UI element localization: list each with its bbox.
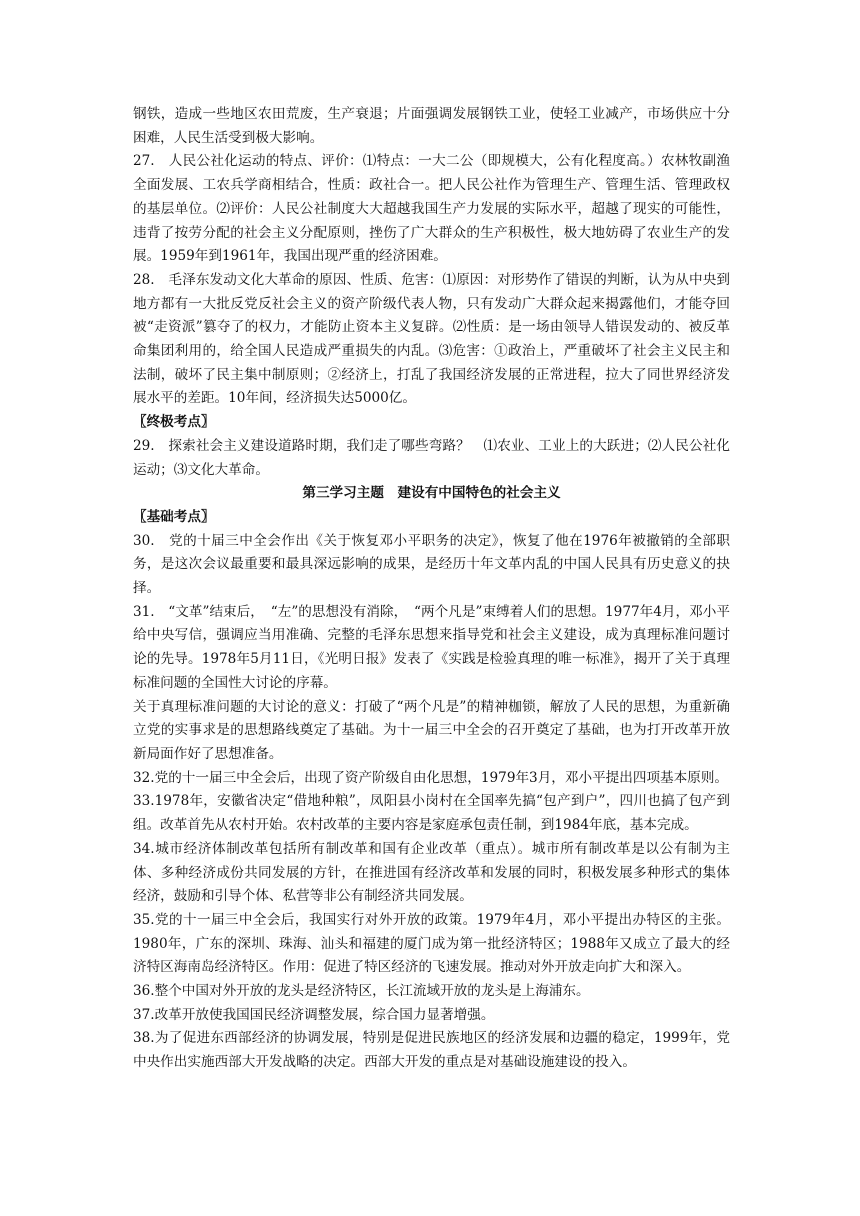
paragraph-31-significance: 关于真理标准问题的大讨论的意义：打破了“两个凡是”的精神枷锁，解放了人民的思想，为重新确立党的实事求是的思想路线奠定了基础。为十一届三中全会的召开奠定了基础，也为打开改革开放新局面作好了思想准备。: [133, 698, 730, 762]
paragraph-steel-continuation: 钢铁，造成一些地区农田荒废，生产衰退；片面强调发展钢铁工业，使轻工业减产，市场供应十分困难，人民生活受到极大影响。: [133, 106, 730, 146]
paragraph-34-urban-reform: 34.城市经济体制改革包括所有制改革和国有企业改革（重点）。城市所有制改革是以公有制为主体、多种经济成份共同发展的方针，在推进国有经济改革和发展的同时，积极发展多种形式的集体经济，鼓励和引导个体、私营等非公有制经济共同发展。: [133, 840, 730, 905]
paragraph-27-peoples-commune: 27. 人民公社化运动的特点、评价：⑴特点：一大二公（即规模大，公有化程度高。）农林牧副渔全面发展、工农兵学商相结合，性质：政社合一。把人民公社作为管理生产、管理生活、管理政权的基层单位。⑵评价：人民公社制度大大超越我国生产力发展的实际水平，超越了现实的可能性，违背了按劳分配的社会主义分配原则，挫伤了广大群众的生产积极性，极大地妨碍了农业生产的发展。1959年到1961年，我国出现严重的经济困难。: [133, 153, 730, 265]
paragraph-28-cultural-revolution: 28. 毛泽东发动文化大革命的原因、性质、危害：⑴原因：对形势作了错误的判断，认为从中央到地方都有一大批反党反社会主义的资产阶级代表人物，只有发动广大群众起来揭露他们，才能夺回被“走资派”篡夺了的权力，才能防止资本主义复辟。⑵性质：是一场由领导人错误发动的、被反革命集团利用的，给全国人民造成严重损失的内乱。⑶危害：①政治上，严重破坏了社会主义民主和法制，破坏了民主集中制原则；②经济上，打乱了我国经济发展的正常进程，拉大了同世界经济发展水平的差距。10年间，经济损失达5000亿。: [133, 271, 730, 407]
paragraph-37-national-strength: 37.改革开放使我国国民经济调整发展，综合国力显著增强。: [133, 1006, 495, 1023]
paragraph-35-special-zones: 35.党的十一届三中全会后，我国实行对外开放的政策。1979年4月，邓小平提出办特区的主张。1980年，广东的深圳、珠海、汕头和福建的厦门成为第一批经济特区；1988年又成立了最大的经济特区海南岛经济特区。作用：促进了特区经济的飞速发展。推动对外开放走向扩大和深入。: [133, 911, 730, 976]
paragraph-36-opening-leaders: 36.整个中国对外开放的龙头是经济特区，长江流域开放的龙头是上海浦东。: [133, 983, 590, 1000]
document-page: [133, 103, 730, 1075]
paragraph-32-four-principles: 32.党的十一届三中全会后，出现了资产阶级自由化思想，1979年3月，邓小平提出四项基本原则。: [133, 769, 729, 786]
paragraph-29-detours: 29. 探索社会主义建设道路时期，我们走了哪些弯路？ ⑴农业、工业上的大跃进；⑵人民公社化运动；⑶文化大革命。: [133, 437, 730, 478]
section-label-basic: 〖基础考点〗: [133, 508, 215, 525]
paragraph-33-rural-reform: 33.1978年，安徽省决定“借地种粮”，凤阳县小岗村在全国率先搞“包产到户”，四川也搞了包产到组。改革首先从农村开始。农村改革的主要内容是家庭承包责任制，到1984年底，基本完成。: [133, 793, 730, 834]
section-label-ultimate: 〖终极考点〗: [133, 414, 215, 431]
paragraph-31-truth-criterion: 31. “文革”结束后， “左”的思想没有消除， “两个凡是”束缚着人们的思想。1977年4月，邓小平给中央写信，强调应当用准确、完整的毛泽东思想来指导党和社会主义建设，成为真理标准问题讨论的先导。1978年5月11日，《光明日报》发表了《实践是检验真理的唯一标准》，揭开了关于真理标准问题的全国性大讨论的序幕。: [133, 603, 730, 691]
paragraph-38-western-development: 38.为了促进东西部经济的协调发展，特别是促进民族地区的经济发展和边疆的稳定，1999年，党中央作出实施西部大开发战略的决定。西部大开发的重点是对基础设施建设的投入。: [133, 1030, 730, 1071]
paragraph-30-deng-restoration: 30. 党的十届三中全会作出《关于恢复邓小平职务的决定》，恢复了他在1976年被撤销的全部职务，是这次会议最重要和最具深远影响的成果，是经历十年文革内乱的中国人民具有历史意义的抉择。: [133, 532, 730, 597]
topic-heading-third: 第三学习主题 建设有中国特色的社会主义: [302, 485, 561, 502]
